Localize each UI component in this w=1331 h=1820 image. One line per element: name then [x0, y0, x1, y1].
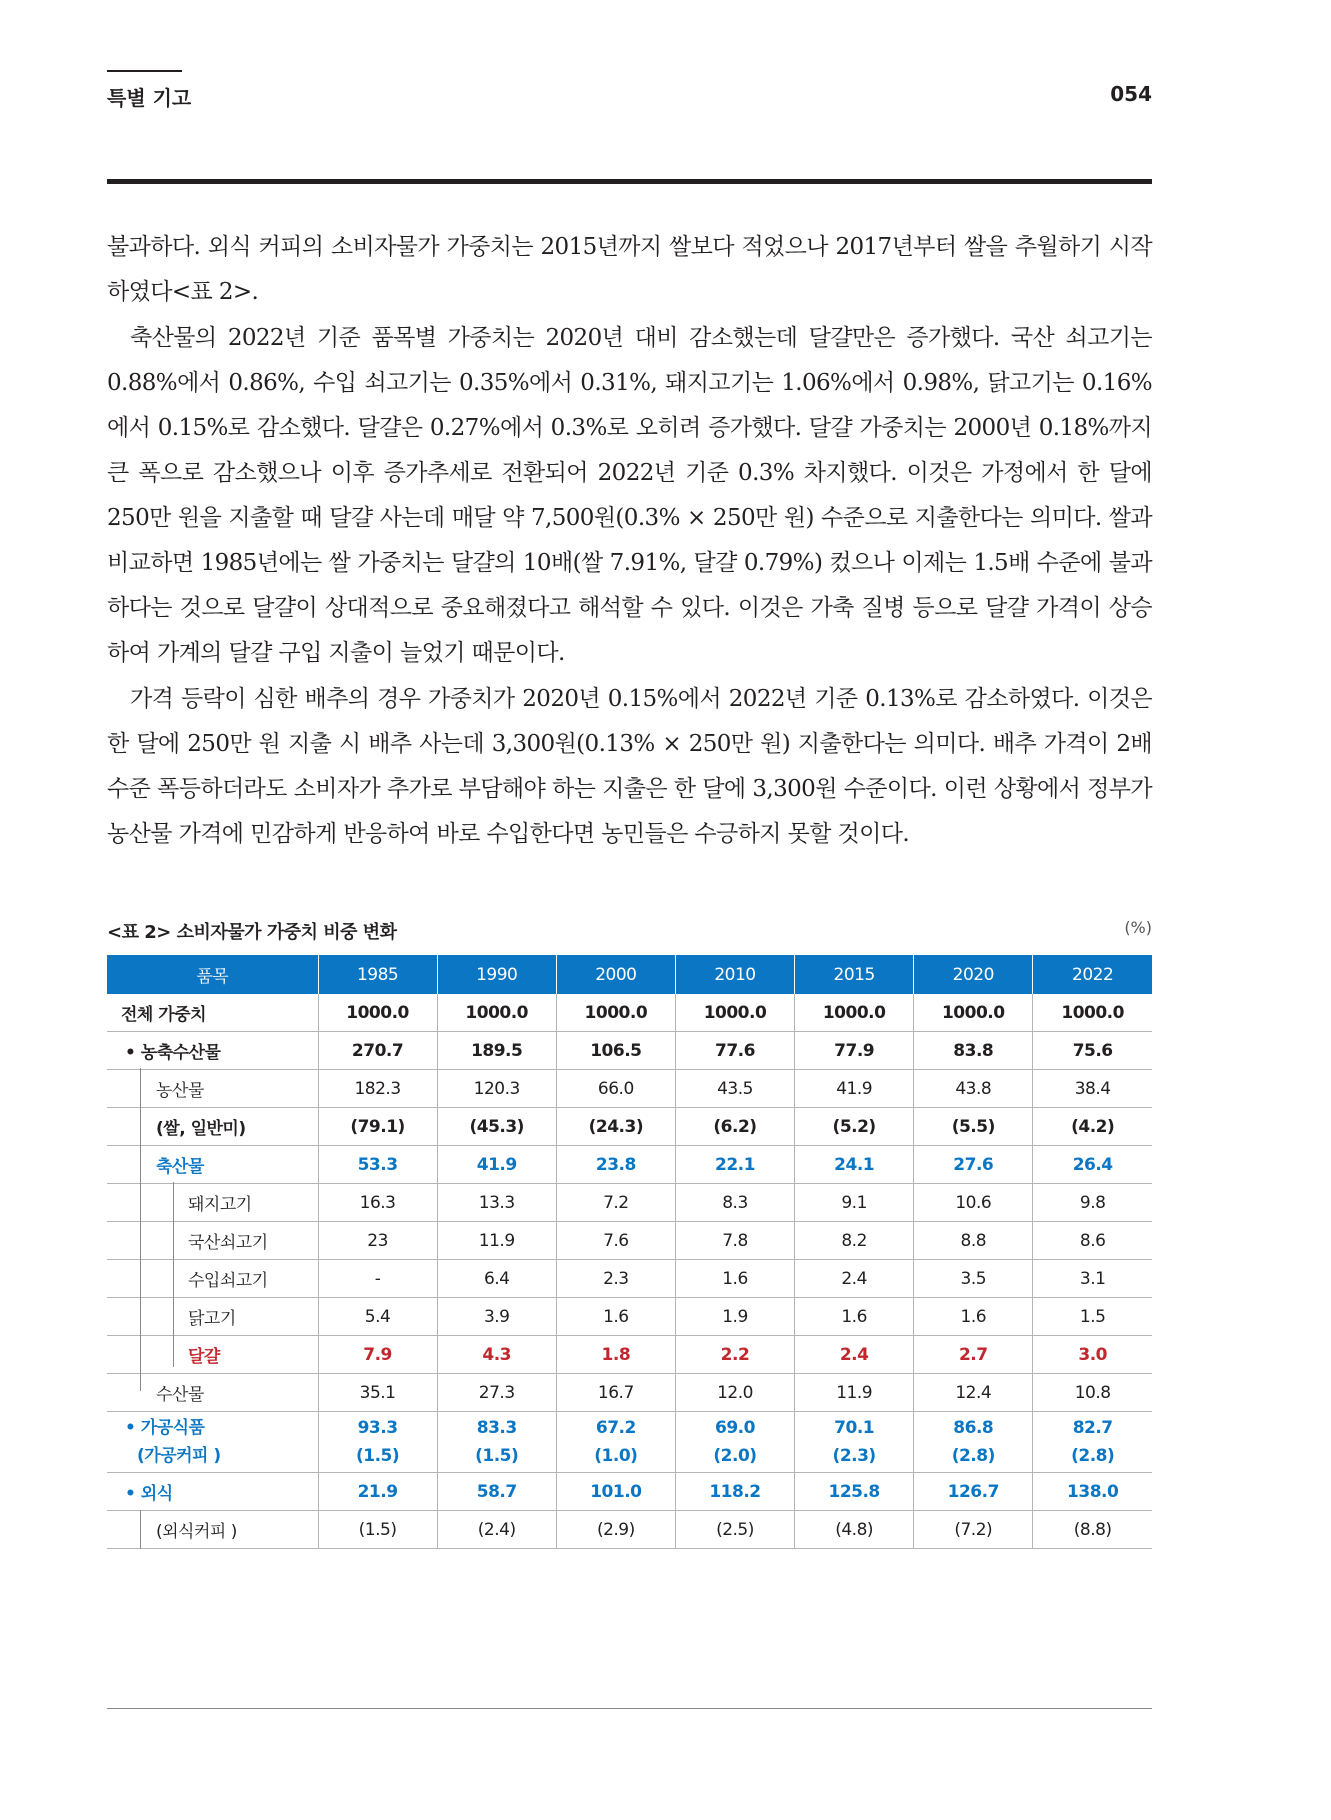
row-label: 수입쇠고기 — [107, 1260, 318, 1298]
table-cell: 3.1 — [1033, 1260, 1152, 1298]
table-cell: 11.9 — [437, 1222, 556, 1260]
table-cell: 23.8 — [556, 1146, 675, 1184]
table-cell: 77.9 — [795, 1032, 914, 1070]
table-row — [107, 1473, 1152, 1511]
cell-value-sub: (2.0) — [713, 1446, 757, 1466]
header-year-2010: 2010 — [675, 955, 794, 994]
table-cell: 1000.0 — [318, 994, 437, 1032]
header-item: 품목 — [107, 955, 318, 994]
table-row — [107, 1032, 1152, 1070]
table-row — [107, 1412, 1152, 1473]
table-cell: (45.3) — [437, 1108, 556, 1146]
table-cell: 1.6 — [556, 1298, 675, 1336]
table-cell: 9.1 — [795, 1184, 914, 1222]
header-rule-short — [107, 70, 182, 72]
table-row — [107, 1146, 1152, 1184]
table-cell: 75.6 — [1033, 1032, 1152, 1070]
cell-value: 69.0 — [715, 1418, 755, 1438]
cell-value: 86.8 — [953, 1418, 994, 1438]
table-cell: 13.3 — [437, 1184, 556, 1222]
table-cell: 1000.0 — [675, 994, 794, 1032]
table-cell: 16.7 — [556, 1374, 675, 1412]
table-cell: 1.6 — [675, 1260, 794, 1298]
table-unit: (%) — [1124, 918, 1152, 937]
table-cell: 7.9 — [318, 1336, 437, 1374]
table-row — [107, 1222, 1152, 1260]
table-cell: 10.8 — [1033, 1374, 1152, 1412]
table-cell: 43.5 — [675, 1070, 794, 1108]
table-cell: 3.5 — [914, 1260, 1033, 1298]
cell-value-sub: (2.3) — [832, 1446, 876, 1466]
row-label: 축산물 — [107, 1146, 318, 1184]
paragraph-3: 가격 등락이 심한 배추의 경우 가중치가 2020년 0.15%에서 2022년 기준 0.13%로 감소하였다. 이것은 한 달에 250만 원 지출 시 배추 사는데 3,300원(0.13% × 250만 원) 지출한다는 의미다. 배추 가격이 2배 수준 폭등하더라도 소비자가 추가로 부담해야 하는 지출은 한 달에 3,300원 수준이다. 이런 상황에서 정부가 농산물 가격에 민감하게 반응하여 바로 수입한다면 농민들은 수긍하지 못할 것이다. — [107, 686, 1152, 847]
table-cell: 7.6 — [556, 1222, 675, 1260]
table-cell: (2.5) — [675, 1511, 794, 1549]
table-cell: (2.4) — [437, 1511, 556, 1549]
table-cell: 2.4 — [795, 1336, 914, 1374]
table-cell: 10.6 — [914, 1184, 1033, 1222]
table-cell: 8.8 — [914, 1222, 1033, 1260]
table-row — [107, 1260, 1152, 1298]
row-label-line1: • 가공식품 — [125, 1418, 205, 1438]
cell-value-sub: (1.5) — [355, 1446, 400, 1466]
table-cell: 58.7 — [437, 1473, 556, 1511]
table-cell: 125.8 — [795, 1473, 914, 1511]
table-cell: (24.3) — [556, 1108, 675, 1146]
footer-rule — [107, 1708, 1152, 1709]
table-cell: - — [318, 1260, 437, 1298]
table-cell: 26.4 — [1033, 1146, 1152, 1184]
table-cell: (6.2) — [675, 1108, 794, 1146]
table-cell — [1033, 1412, 1152, 1473]
body-text — [107, 225, 1152, 858]
table-cell: 5.4 — [318, 1298, 437, 1336]
page-number: 054 — [1110, 82, 1152, 106]
table-cell: 2.4 — [795, 1260, 914, 1298]
table-header-row — [107, 955, 1152, 994]
row-label: • 외식 — [107, 1473, 318, 1511]
table-row — [107, 1108, 1152, 1146]
paragraph-1: 불과하다. 외식 커피의 소비자물가 가중치는 2015년까지 쌀보다 적었으나 2017년부터 쌀을 추월하기 시작하였다<표 2>. — [107, 234, 1152, 305]
header-year-1990: 1990 — [437, 955, 556, 994]
row-label: 전체 가중치 — [107, 994, 318, 1032]
table-cell — [795, 1412, 914, 1473]
table-cell: 1.8 — [556, 1336, 675, 1374]
row-label: 수산물 — [107, 1374, 318, 1412]
table-cell: 3.9 — [437, 1298, 556, 1336]
header-rule — [107, 179, 1152, 184]
table-cell: (4.8) — [795, 1511, 914, 1549]
table-cell: 1000.0 — [437, 994, 556, 1032]
table-cell: 27.6 — [914, 1146, 1033, 1184]
table-cell: 2.2 — [675, 1336, 794, 1374]
header-year-2000: 2000 — [556, 955, 675, 994]
hierarchy-guide-level1b — [140, 1510, 141, 1549]
table-cell: (5.2) — [795, 1108, 914, 1146]
table-cell: 9.8 — [1033, 1184, 1152, 1222]
table-cell: 1.9 — [675, 1298, 794, 1336]
table-cell: 43.8 — [914, 1070, 1033, 1108]
table-cell: 2.3 — [556, 1260, 675, 1298]
row-label: 돼지고기 — [107, 1184, 318, 1222]
table-cell: 23 — [318, 1222, 437, 1260]
table-cell: 12.0 — [675, 1374, 794, 1412]
table-cell: 2.7 — [914, 1336, 1033, 1374]
cell-value-sub: (1.0) — [594, 1446, 638, 1466]
table-cell: 7.2 — [556, 1184, 675, 1222]
table-cell: 8.2 — [795, 1222, 914, 1260]
hierarchy-guide-level2 — [173, 1182, 174, 1367]
table-cell — [675, 1412, 794, 1473]
table-cell: 83.8 — [914, 1032, 1033, 1070]
section-label: 특별 기고 — [107, 86, 192, 110]
cell-value: 67.2 — [595, 1418, 636, 1438]
table-cell: 1000.0 — [1033, 994, 1152, 1032]
header-year-2015: 2015 — [795, 955, 914, 994]
paragraph-2: 축산물의 2022년 기준 품목별 가중치는 2020년 대비 감소했는데 달걀만은 증가했다. 국산 쇠고기는 0.88%에서 0.86%, 수입 쇠고기는 0.35%에서 0.31%, 돼지고기는 1.06%에서 0.98%, 닭고기는 0.16%에서 0.15%로 감소했다. 달걀은 0.27%에서 0.3%로 오히려 증가했다. 달걀 가중치는 2000년 0.18%까지 큰 폭으로 감소했으나 이후 증가추세로 전환되어 2022년 기준 0.3% 차지했다. 이것은 가정에서 한 달에 250만 원을 지출할 때 달걀 사는데 매달 약 7,500원(0.3% × 250만 원) 수준으로 지출한다는 의미다. 쌀과 비교하면 1985년에는 쌀 가중치는 달걀의 10배(쌀 7.91%, 달걀 0.79%) 컸으나 이제는 1.5배 수준에 불과하다는 것으로 달걀이 상대적으로 중요해졌다고 해석할 수 있다. 이것은 가축 질병 등으로 달걀 가격이 상승하여 가계의 달걀 구입 지출이 늘었기 때문이다. — [107, 325, 1152, 666]
table-cell: 38.4 — [1033, 1070, 1152, 1108]
table-cell: 3.0 — [1033, 1336, 1152, 1374]
table-row — [107, 1070, 1152, 1108]
table-cell: 21.9 — [318, 1473, 437, 1511]
row-label — [107, 1412, 318, 1473]
table-cell — [556, 1412, 675, 1473]
row-label: 달걀 — [107, 1336, 318, 1374]
table-cell: 126.7 — [914, 1473, 1033, 1511]
row-label: 농산물 — [107, 1070, 318, 1108]
row-label: • 농축수산물 — [107, 1032, 318, 1070]
row-label: (외식커피 ) — [107, 1511, 318, 1549]
table-cell: 1.6 — [795, 1298, 914, 1336]
table-cell: (5.5) — [914, 1108, 1033, 1146]
table-row — [107, 1511, 1152, 1549]
table-cell: (2.9) — [556, 1511, 675, 1549]
table-cell: 189.5 — [437, 1032, 556, 1070]
cell-value: 82.7 — [1072, 1418, 1113, 1438]
table-cell: 4.3 — [437, 1336, 556, 1374]
header-year-2020: 2020 — [914, 955, 1033, 994]
table-caption: <표 2> 소비자물가 가중치 비중 변화 — [107, 922, 397, 943]
table-cell: (1.5) — [318, 1511, 437, 1549]
table-cell: 8.6 — [1033, 1222, 1152, 1260]
table-cell: 8.3 — [675, 1184, 794, 1222]
table-cell: 66.0 — [556, 1070, 675, 1108]
table-row — [107, 1298, 1152, 1336]
table-cell: 1000.0 — [795, 994, 914, 1032]
table-cell: 12.4 — [914, 1374, 1033, 1412]
table-cell: (8.8) — [1033, 1511, 1152, 1549]
table-cell: 1000.0 — [556, 994, 675, 1032]
table-cell: 1.5 — [1033, 1298, 1152, 1336]
row-label-line2: (가공커피 ) — [137, 1446, 221, 1466]
table-cell: (79.1) — [318, 1108, 437, 1146]
table-cell: 101.0 — [556, 1473, 675, 1511]
cell-value: 93.3 — [357, 1418, 398, 1438]
table-cell: 41.9 — [437, 1146, 556, 1184]
table-cell — [437, 1412, 556, 1473]
table-cell: 1000.0 — [914, 994, 1033, 1032]
table-cell: 120.3 — [437, 1070, 556, 1108]
cell-value: 83.3 — [476, 1418, 517, 1438]
table-cell: 41.9 — [795, 1070, 914, 1108]
table-cell — [914, 1412, 1033, 1473]
table-cell: 35.1 — [318, 1374, 437, 1412]
cell-value-sub: (1.5) — [475, 1446, 519, 1466]
table-cell: 16.3 — [318, 1184, 437, 1222]
table-row — [107, 1374, 1152, 1412]
table-cell: 118.2 — [675, 1473, 794, 1511]
table-cell: 6.4 — [437, 1260, 556, 1298]
hierarchy-guide-level1 — [140, 1068, 141, 1391]
header-year-2022: 2022 — [1033, 955, 1152, 994]
cell-value: 70.1 — [834, 1418, 875, 1438]
table-cell: 7.8 — [675, 1222, 794, 1260]
cell-value-sub: (2.8) — [1071, 1446, 1115, 1466]
table-row — [107, 1184, 1152, 1222]
table-cell: 182.3 — [318, 1070, 437, 1108]
row-label: 국산쇠고기 — [107, 1222, 318, 1260]
table-cell: (4.2) — [1033, 1108, 1152, 1146]
table-row — [107, 1336, 1152, 1374]
table-cell: 270.7 — [318, 1032, 437, 1070]
table-cell: 11.9 — [795, 1374, 914, 1412]
table-cell: 1.6 — [914, 1298, 1033, 1336]
row-label: 닭고기 — [107, 1298, 318, 1336]
cell-value-sub: (2.8) — [951, 1446, 995, 1466]
table-cell: 27.3 — [437, 1374, 556, 1412]
table-cell: 24.1 — [795, 1146, 914, 1184]
table-row — [107, 994, 1152, 1032]
weight-table — [107, 955, 1152, 1549]
header-year-1985: 1985 — [318, 955, 437, 994]
row-label: (쌀, 일반미) — [107, 1108, 318, 1146]
table-cell: 53.3 — [318, 1146, 437, 1184]
table-cell: (7.2) — [914, 1511, 1033, 1549]
table-cell: 77.6 — [675, 1032, 794, 1070]
table-cell: 22.1 — [675, 1146, 794, 1184]
table-cell — [318, 1412, 437, 1473]
table-cell: 106.5 — [556, 1032, 675, 1070]
table-cell: 138.0 — [1033, 1473, 1152, 1511]
